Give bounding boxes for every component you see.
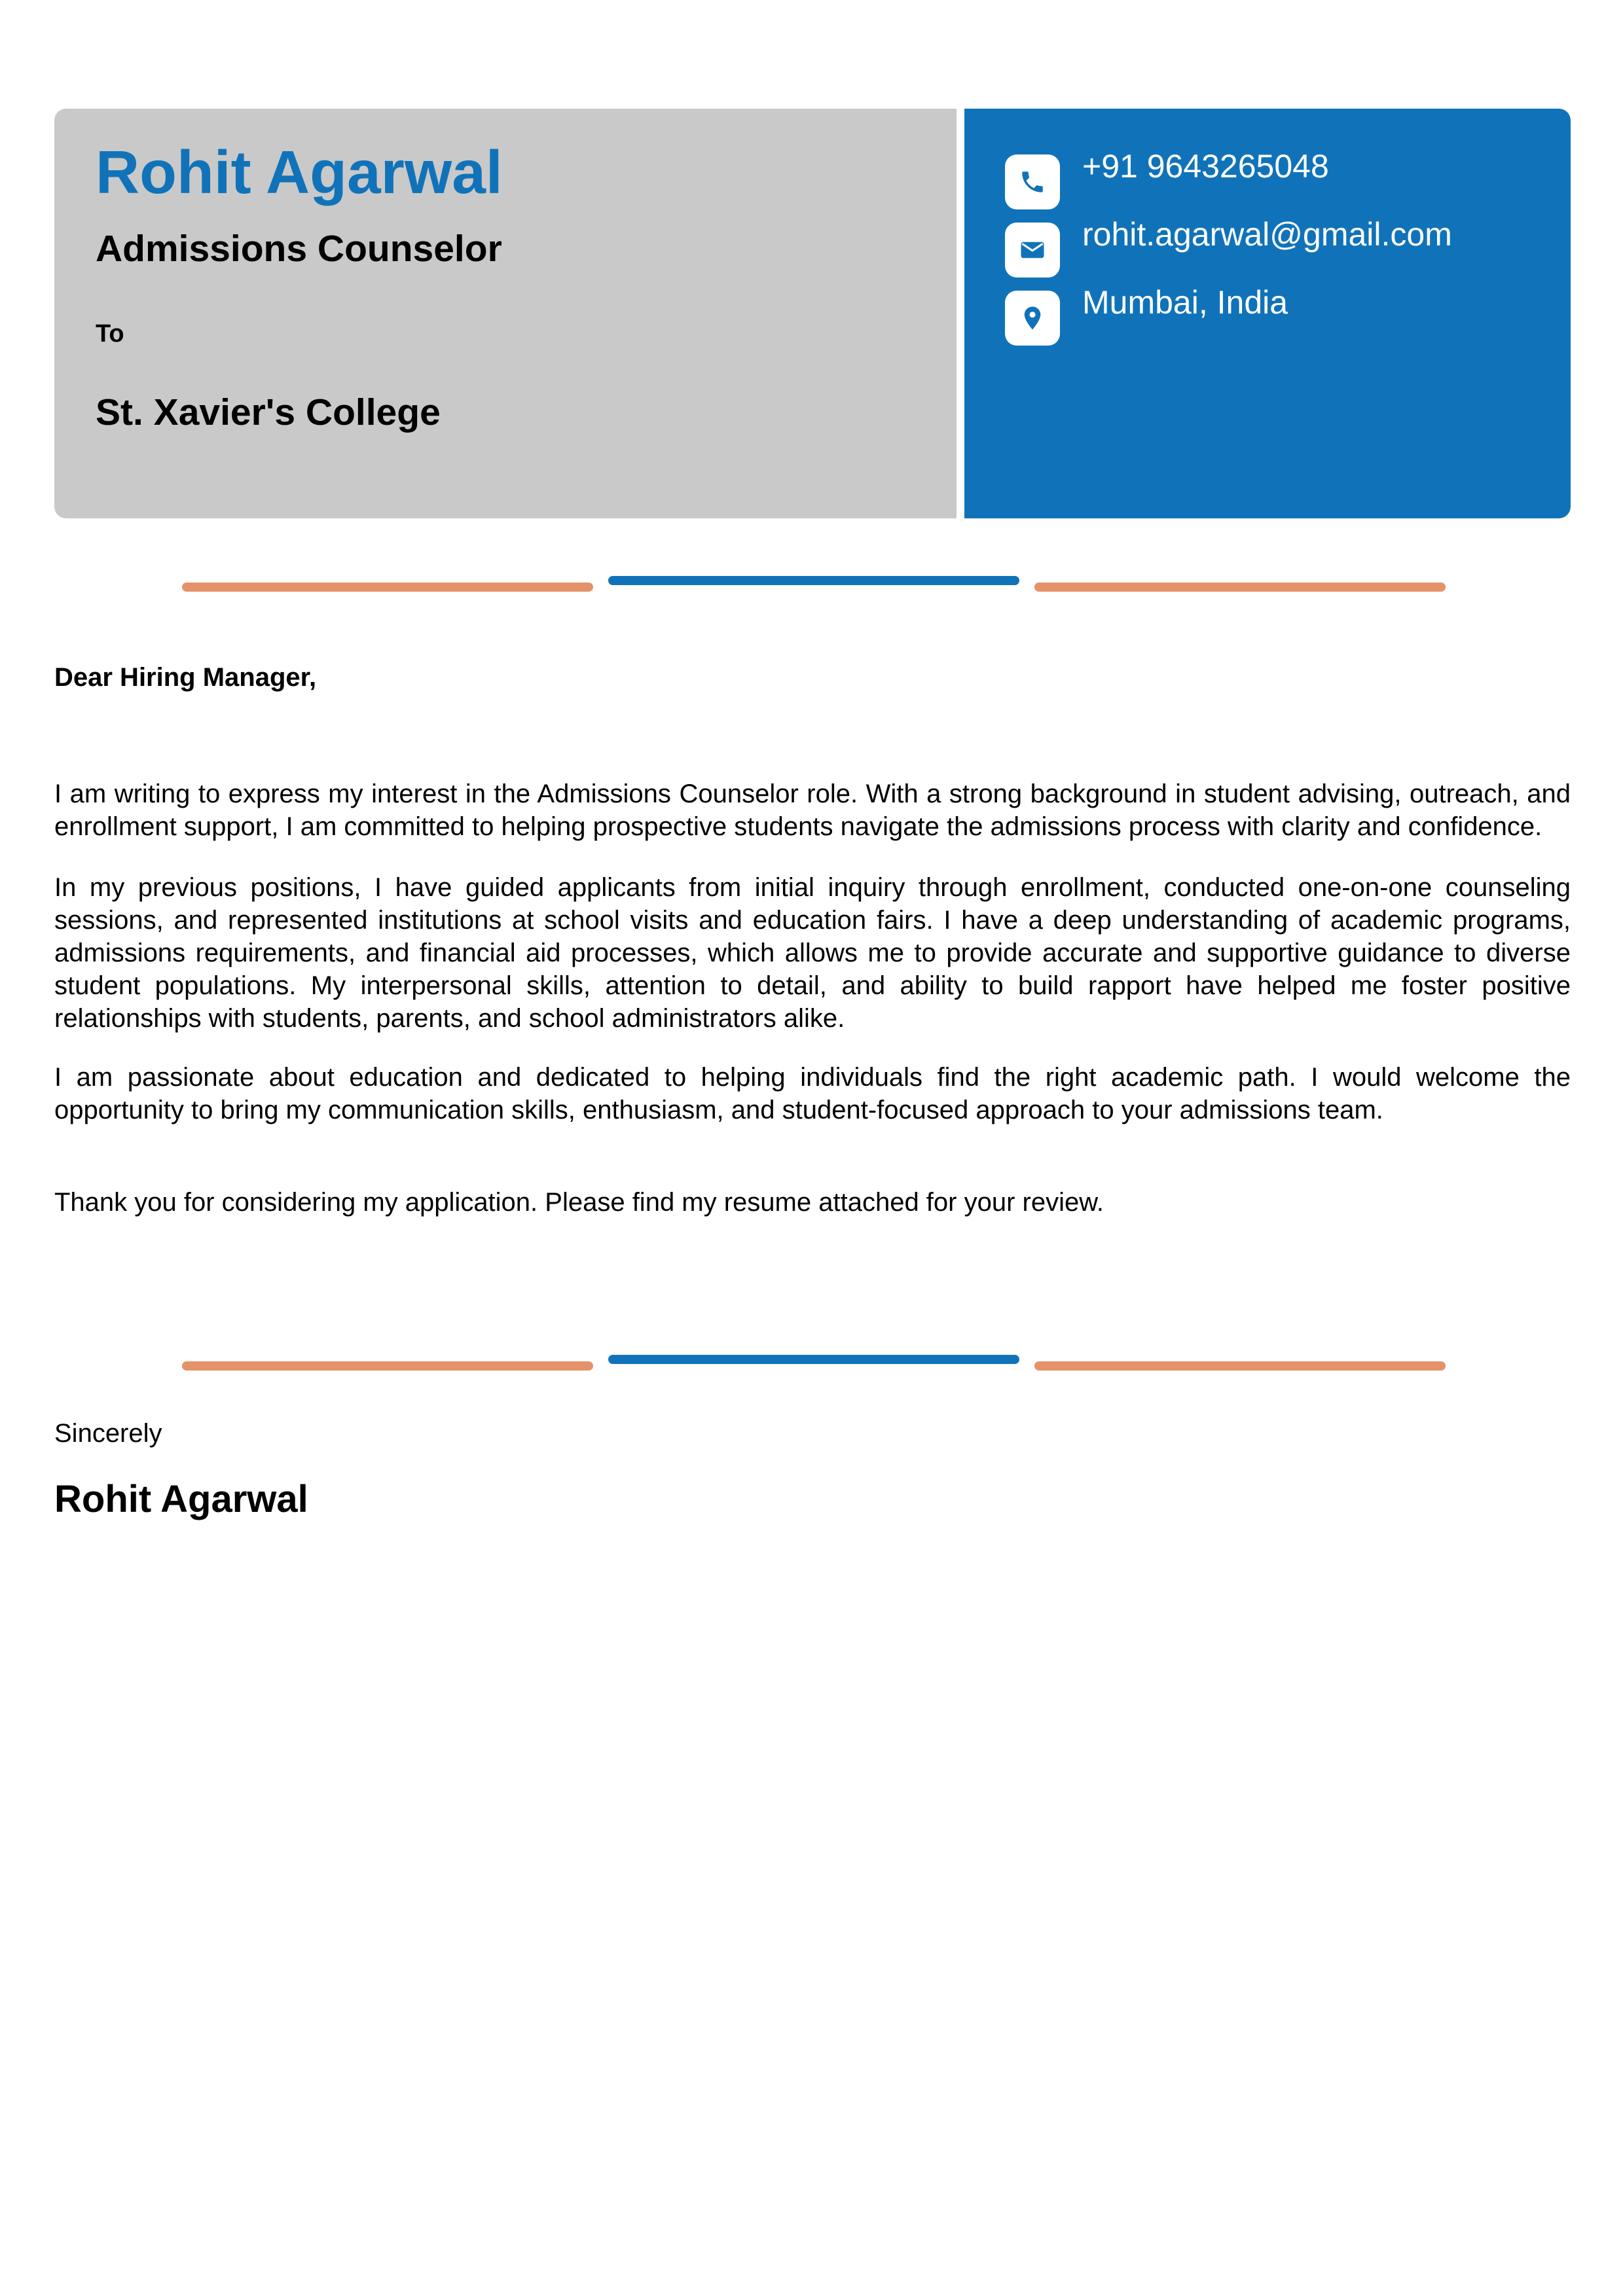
recipient-label: To [96,320,124,348]
contact-phone-text: +91 9643265048 [1082,148,1329,185]
salutation: Dear Hiring Manager, [54,663,317,692]
divider-segment-middle [608,576,1019,585]
phone-icon [1005,154,1060,209]
applicant-role: Admissions Counselor [96,228,502,270]
bottom-divider [182,1355,1446,1374]
contact-email-text: rohit.agarwal@gmail.com [1082,216,1452,253]
closing-phrase: Sincerely [54,1419,162,1448]
body-paragraph-4: Thank you for considering my application. Please find my resume attached for your review. [54,1188,1104,1217]
top-divider [182,576,1446,596]
applicant-name: Rohit Agarwal [96,138,503,206]
contact-email-row [964,216,1571,281]
divider-segment-left [182,1361,593,1371]
letter-header [54,109,1571,518]
divider-segment-right [1034,1361,1446,1371]
recipient-company: St. Xavier's College [96,391,441,433]
divider-segment-left [182,583,593,592]
divider-segment-right [1034,583,1446,592]
map-pin-icon [1005,291,1060,346]
signature-name: Rohit Agarwal [54,1478,308,1520]
divider-segment-middle [608,1355,1019,1364]
header-contact-panel [964,109,1571,518]
contact-location-text: Mumbai, India [1082,284,1288,321]
contact-location-row [964,284,1571,350]
body-paragraph-1: I am writing to express my interest in the Admissions Counselor role. With a strong background in student advising, outreach, and enrollment support, I am committed to helping prospective students navigate the admissions process with clarity and confidence. [54,780,1571,841]
header-identity-panel [54,109,957,518]
envelope-icon [1005,223,1060,278]
contact-phone-row [964,148,1571,213]
body-paragraph-3: I am passionate about education and dedicated to helping individuals find the right academic path. I would welcome the opportunity to bring my communication skills, enthusiasm, and student-focused approach to your admissions team. [54,1063,1571,1124]
body-paragraph-2: In my previous positions, I have guided applicants from initial inquiry through enrollment, conducted one-on-one counseling sessions, and represented institutions at school visits and education fairs. I have a deep understanding of academic programs, admissions requirements, and financial aid processes, which allows me to provide accurate and supportive guidance to diverse student populations. My interpersonal skills, attention to detail, and ability to build rapport have helped me foster positive relationships with students, parents, and school administrators alike. [54,873,1571,1033]
